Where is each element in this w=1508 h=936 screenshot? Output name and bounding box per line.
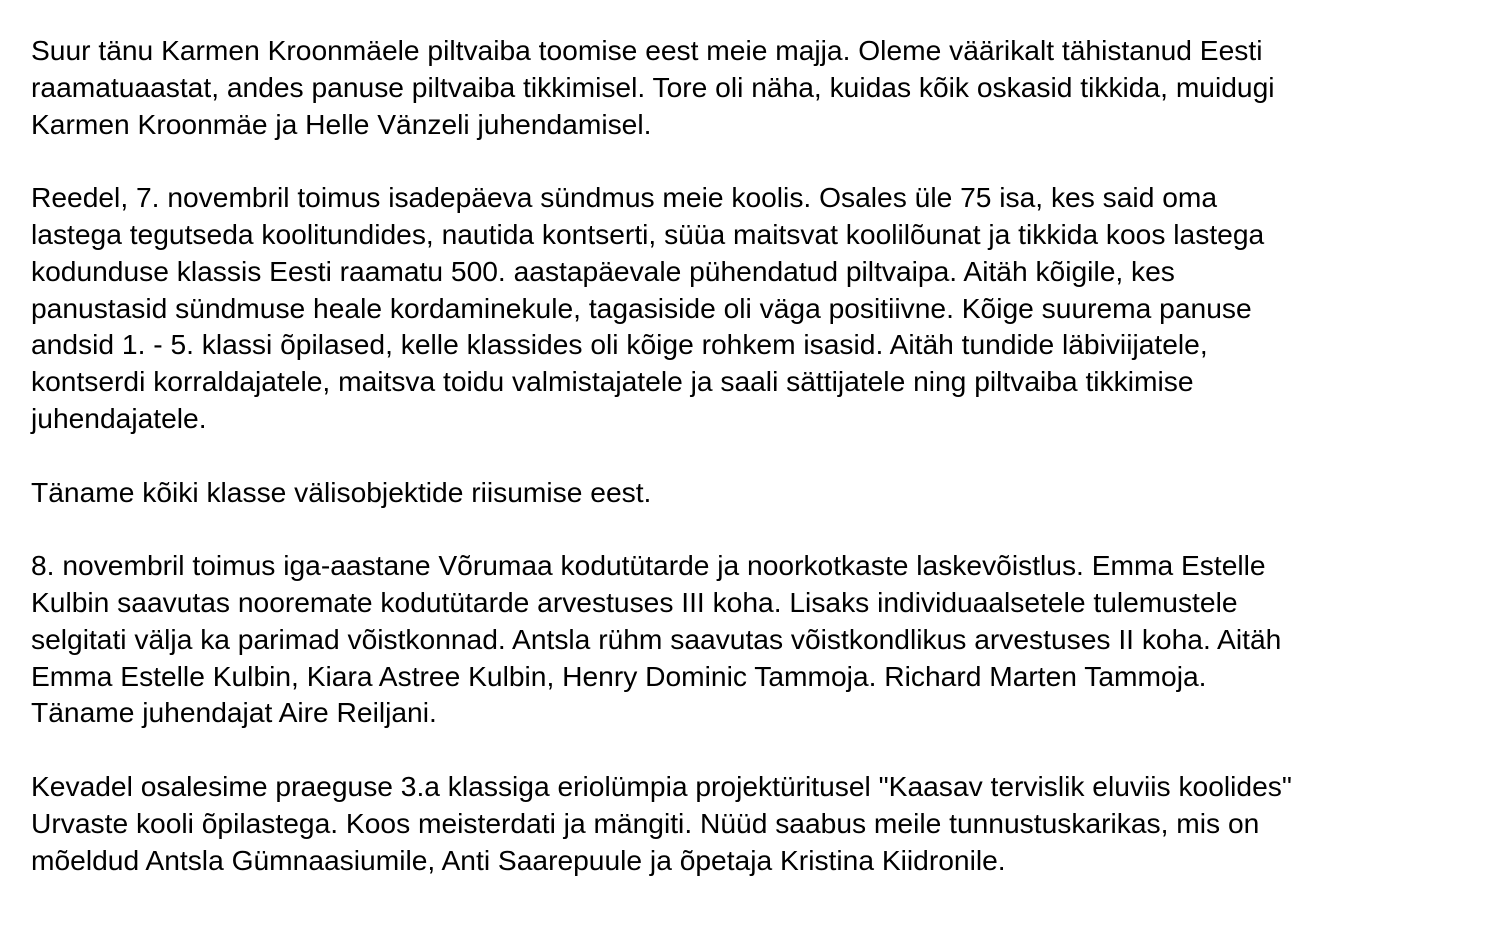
text-line: Reedel, 7. novembril toimus isadepäeva sündmus meie koolis. Osales üle 75 isa, kes said oma — [31, 181, 1218, 214]
text-line: Kevadel osalesime praeguse 3.a klassiga eriolümpia projektüritusel "Kaasav tervislik eluviis koolides" — [31, 769, 1292, 802]
text-line: Täname kõiki klasse välisobjektide riisumise eest. — [31, 475, 652, 508]
paragraph-riisumine — [31, 474, 1481, 511]
text-line: selgitati välja ka parimad võistkonnad. Antsla rühm saavutas võistkondlikus arvestuses II koha. Aitäh — [31, 622, 1282, 655]
text-line: Urvaste kooli õpilastega. Koos meisterdati ja mängiti. Nüüd saabus meile tunnustuskarikas, mis on — [31, 806, 1260, 839]
text-line: Täname juhendajat Aire Reiljani. — [31, 696, 437, 729]
text-line: 8. novembril toimus iga-aastane Võrumaa kodutütarde ja noorkotkaste laskevõistlus. Emma Estelle — [31, 549, 1266, 582]
text-line: mõeldud Antsla Gümnaasiumile, Anti Saarepuule ja õpetaja Kristina Kiidronile. — [31, 843, 1006, 876]
paragraph-eriolumpia — [31, 768, 1481, 878]
text-line: lastega tegutseda koolitundides, nautida kontserti, süüa maitsvat koolilõunat ja tikkida koos lastega — [31, 217, 1265, 250]
text-line: Emma Estelle Kulbin, Kiara Astree Kulbin, Henry Dominic Tammoja. Richard Marten Tammoja. — [31, 659, 1207, 692]
text-line: andsid 1. - 5. klassi õpilased, kelle klassides oli kõige rohkem isasid. Aitäh tundide läbiviijatele, — [31, 328, 1208, 361]
text-line: raamatuaastat, andes panuse piltvaiba tikkimisel. Tore oli näha, kuidas kõik oskasid tikkida, muidugi — [31, 70, 1275, 103]
text-line: Kulbin saavutas nooremate kodutütarde arvestuses III koha. Lisaks individuaalsetele tulemustele — [31, 585, 1238, 618]
text-line: Suur tänu Karmen Kroonmäele piltvaiba toomise eest meie majja. Oleme väärikalt tähistanud Eesti — [31, 34, 1263, 66]
paragraph-piltvaip — [31, 32, 1481, 142]
text-line: juhendajatele. — [31, 401, 207, 434]
paragraph-laskevoistlus — [31, 547, 1481, 731]
document-body — [31, 32, 1481, 915]
paragraph-isadepaev — [31, 179, 1481, 437]
text-line: kodunduse klassis Eesti raamatu 500. aastapäevale pühendatud piltvaipa. Aitäh kõigile, kes — [31, 254, 1175, 287]
text-line: kontserdi korraldajatele, maitsva toidu valmistajatele ja saali sättijatele ning piltvaiba tikkimise — [31, 365, 1194, 398]
text-line: Karmen Kroonmäe ja Helle Vänzeli juhendamisel. — [31, 107, 652, 140]
text-line: panustasid sündmuse heale kordaminekule, tagasiside oli väga positiivne. Kõige suurema panuse — [31, 291, 1252, 324]
